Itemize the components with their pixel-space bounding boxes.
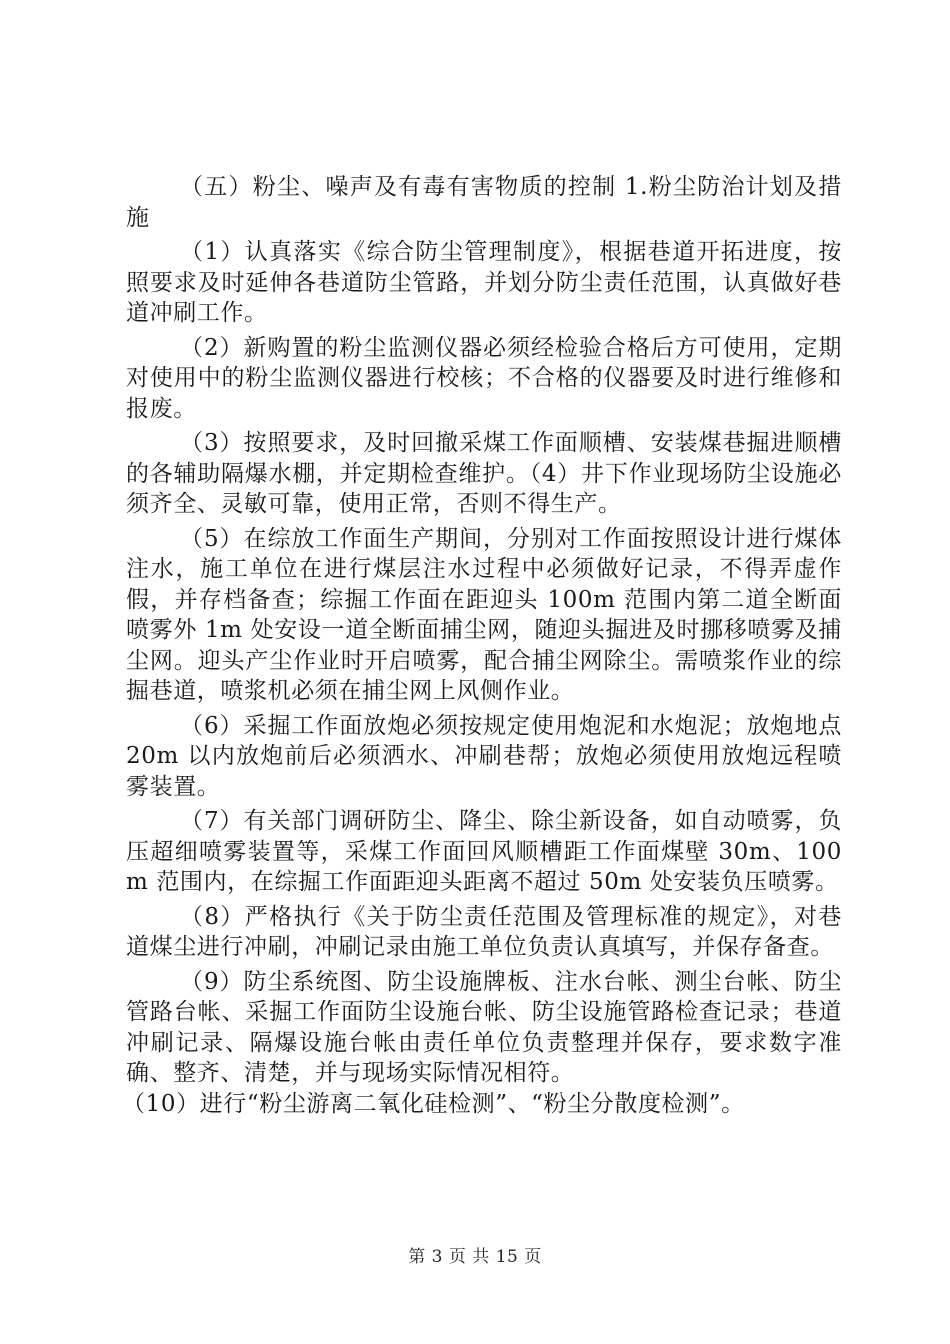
body-paragraph-7: （7）有关部门调研防尘、降尘、除尘新设备，如自动喷雾，负压超细喷雾装置等，采煤工作面回风顺槽距工作面煤壁 30m、100m 范围内，在综掘工作面距迎头距离不超过 50m 处安装负压喷雾。 bbox=[126, 808, 842, 895]
section-heading-paragraph: （五）粉尘、噪声及有毒有害物质的控制 1.粉尘防治计划及措施 bbox=[126, 174, 842, 231]
body-paragraph-2: （2）新购置的粉尘监测仪器必须经检验合格后方可使用，定期对使用中的粉尘监测仪器进行校核；不合格的仪器要及时进行维修和报废。 bbox=[126, 334, 842, 422]
body-paragraph-9: （9）防尘系统图、防尘设施牌板、注水台帐、测尘台帐、防尘管路台帐、采掘工作面防尘设施台帐、防尘设施管路检查记录；巷道冲刷记录、隔爆设施台帐由责任单位负责整理并保存，要求数字准确、整齐、清楚，并与现场实际情况相符。 bbox=[126, 968, 842, 1086]
page-number-footer: 第 3 页 共 15 页 bbox=[408, 1247, 542, 1267]
body-paragraph-5: （5）在综放工作面生产期间，分别对工作面按照设计进行煤体注水，施工单位在进行煤层注水过程中必须做好记录，不得弄虚作假，并存档备查；综掘工作面在距迎头 100m 范围内第二道全断面喷雾外 1m 处安设一道全断面捕尘网，随迎头掘进及时挪移喷雾及捕尘网。迎头产尘作业时开启喷雾，配合捕尘网除尘。需喷浆作业的综掘巷道，喷浆机必须在捕尘网上风侧作业。 bbox=[126, 525, 842, 704]
body-paragraph-1: （1）认真落实《综合防尘管理制度》，根据巷道开拓进度，按照要求及时延伸各巷道防尘管路，并划分防尘责任范围，认真做好巷道冲刷工作。 bbox=[126, 239, 842, 326]
document-body bbox=[122, 172, 842, 1123]
body-paragraph-10: （10）进行“粉尘游离二氧化硅检测”、“粉尘分散度检测”。 bbox=[122, 1090, 745, 1117]
body-paragraph-8: （8）严格执行《关于防尘责任范围及管理标准的规定》，对巷道煤尘进行冲刷，冲刷记录由施工单位负责认真填写，并保存备查。 bbox=[126, 903, 842, 960]
body-paragraph-3: （3）按照要求，及时回撤采煤工作面顺槽、安装煤巷掘进顺槽的各辅助隔爆水棚，并定期检查维护。（4）井下作业现场防尘设施必须齐全、灵敏可靠，使用正常，否则不得生产。 bbox=[126, 430, 842, 517]
body-paragraph-6: （6）采掘工作面放炮必须按规定使用炮泥和水炮泥；放炮地点 20m 以内放炮前后必须洒水、冲刷巷帮；放炮必须使用放炮远程喷雾装置。 bbox=[126, 712, 842, 800]
